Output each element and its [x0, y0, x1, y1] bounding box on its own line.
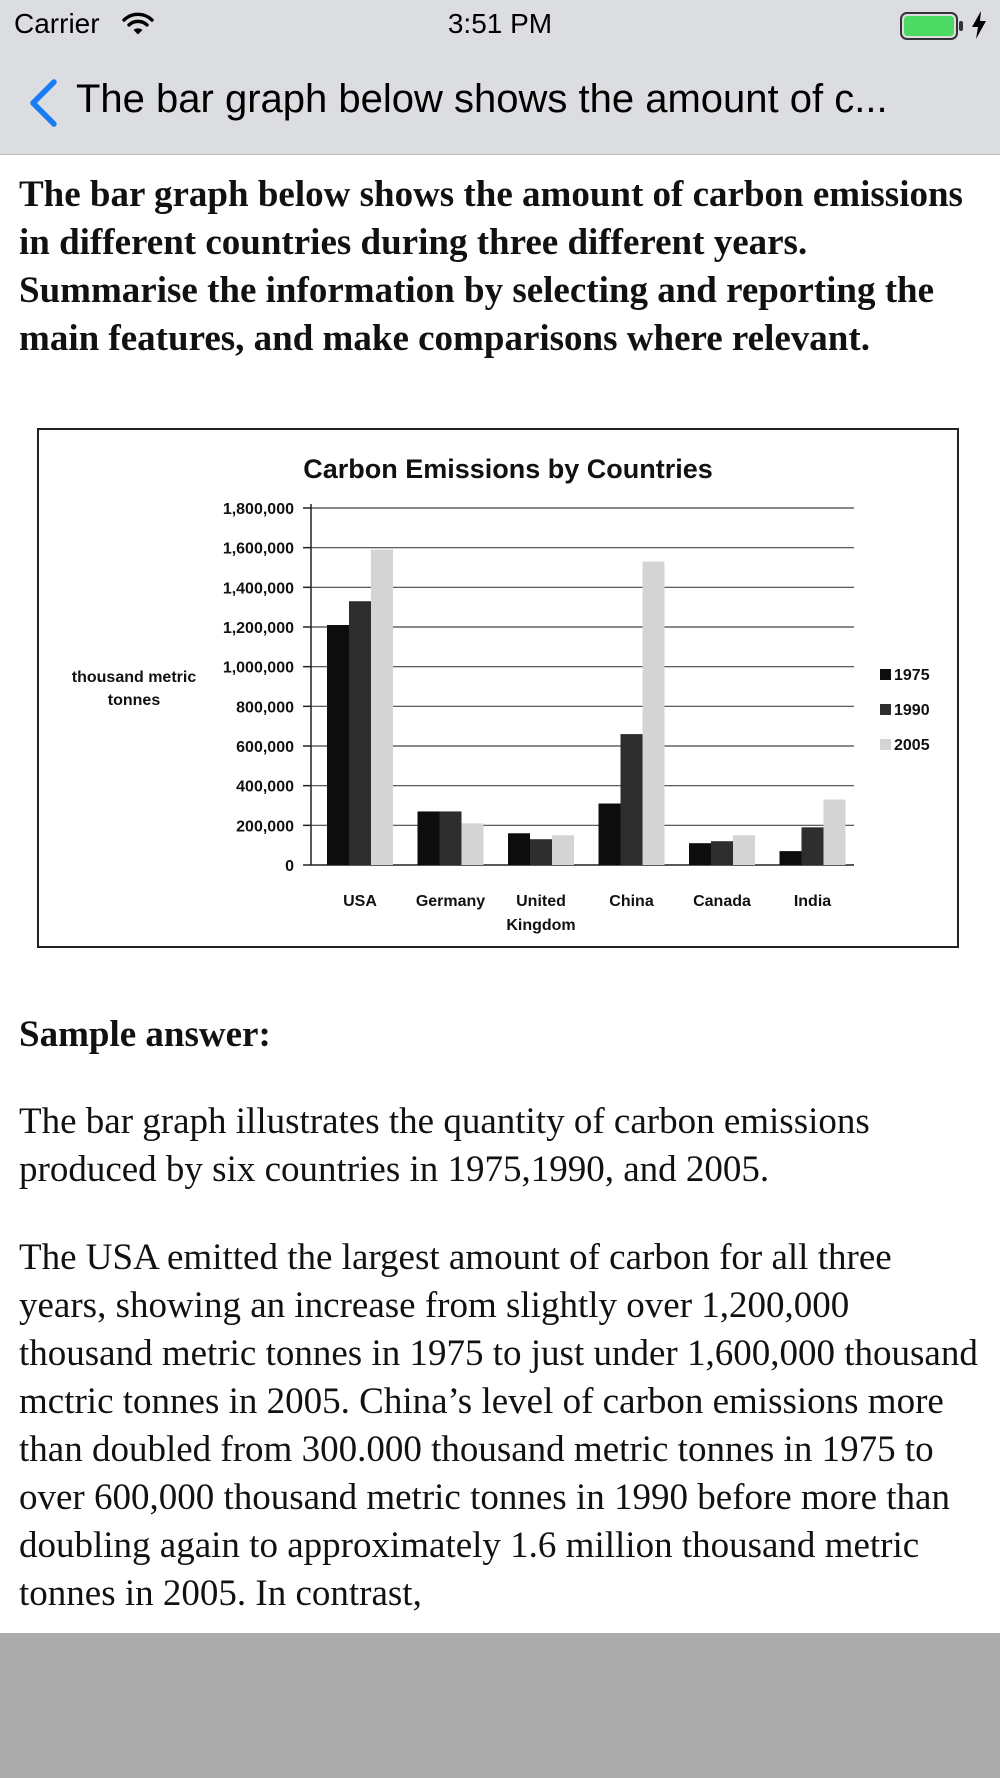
bar-1975	[418, 811, 440, 865]
y-tick-label: 1,400,000	[222, 580, 294, 598]
navigation-bar	[0, 52, 1000, 155]
bar-1990	[802, 827, 824, 865]
bar-1990	[349, 601, 371, 865]
y-axis-label: thousand metric	[71, 669, 197, 686]
bar-1975	[508, 833, 530, 865]
x-tick-label: Canada	[693, 893, 751, 910]
question-text: The bar graph below shows the amount of carbon emissions in different countries during three different years. Summarise the information by selecting and reporting the main features, and make comparisons where relevant.	[19, 174, 963, 359]
y-tick-label: 1,200,000	[222, 620, 294, 637]
bar-1975	[780, 851, 802, 865]
bar-2005	[552, 835, 574, 865]
bar-2005	[643, 562, 665, 865]
bar-1975	[327, 625, 349, 865]
bar-1990	[530, 839, 552, 865]
x-tick-label: Kingdom	[506, 917, 576, 934]
x-tick-label: China	[609, 893, 654, 910]
x-tick-label: USA	[343, 893, 377, 910]
bar-2005	[462, 823, 484, 865]
x-tick-label: India	[793, 893, 832, 910]
article-content	[0, 155, 1000, 1633]
legend-swatch	[880, 669, 891, 680]
status-time: 3:51 PM	[447, 8, 553, 39]
y-tick-label: 1,000,000	[222, 659, 294, 677]
battery-icon	[900, 12, 966, 45]
bar-1990	[711, 841, 733, 865]
bar-chart	[39, 430, 957, 946]
bar-1990	[440, 811, 462, 865]
bar-2005	[824, 800, 846, 865]
bar-1990	[621, 734, 643, 865]
chart-frame	[37, 428, 959, 948]
carrier-label: Carrier	[14, 8, 100, 39]
legend-label: 1975	[894, 667, 930, 684]
answer-paragraph-2: The USA emitted the largest amount of carbon for all three years, showing an increase from slightly over 1,200,000 thousand metric tonnes in 1975 to just under 1,600,000 thousand mctric tonnes in 2005. China’s level of carbon emissions more than doubled from 300.000 thousand metric tonnes in 1975 to over 600,000 thousand metric tonnes in 1990 before more than doubling again to approximately 1.6 million thousand metric tonnes in 2005. In contrast,	[19, 1237, 978, 1614]
y-tick-label: 1,600,000	[222, 540, 294, 558]
answer-paragraph-1: The bar graph illustrates the quantity of carbon emissions produced by six countries in 1975,1990, and 2005.	[19, 1101, 870, 1190]
back-chevron-icon[interactable]	[24, 76, 64, 130]
charging-bolt-icon	[970, 10, 988, 45]
x-tick-label: United	[516, 893, 566, 910]
y-tick-label: 1,800,000	[222, 501, 294, 518]
y-tick-label: 200,000	[236, 818, 294, 836]
nav-title: The bar graph below shows the amount of c...	[76, 77, 888, 121]
x-tick-label: Germany	[415, 893, 486, 910]
sample-answer-heading: Sample answer:	[19, 1014, 271, 1055]
bar-2005	[733, 835, 755, 865]
legend-swatch	[880, 739, 891, 750]
legend-label: 1990	[894, 702, 930, 719]
legend-label: 2005	[894, 737, 930, 754]
status-bar	[0, 0, 1000, 52]
y-axis-label: tonnes	[107, 692, 161, 709]
bar-1975	[689, 843, 711, 865]
chart-title: Carbon Emissions by Countries	[303, 454, 713, 484]
legend-swatch	[880, 704, 891, 715]
bar-2005	[371, 550, 393, 865]
y-tick-label: 400,000	[236, 778, 294, 796]
y-tick-label: 0	[285, 858, 294, 875]
bar-1975	[599, 804, 621, 865]
y-tick-label: 600,000	[236, 739, 294, 756]
y-tick-label: 800,000	[236, 699, 294, 717]
